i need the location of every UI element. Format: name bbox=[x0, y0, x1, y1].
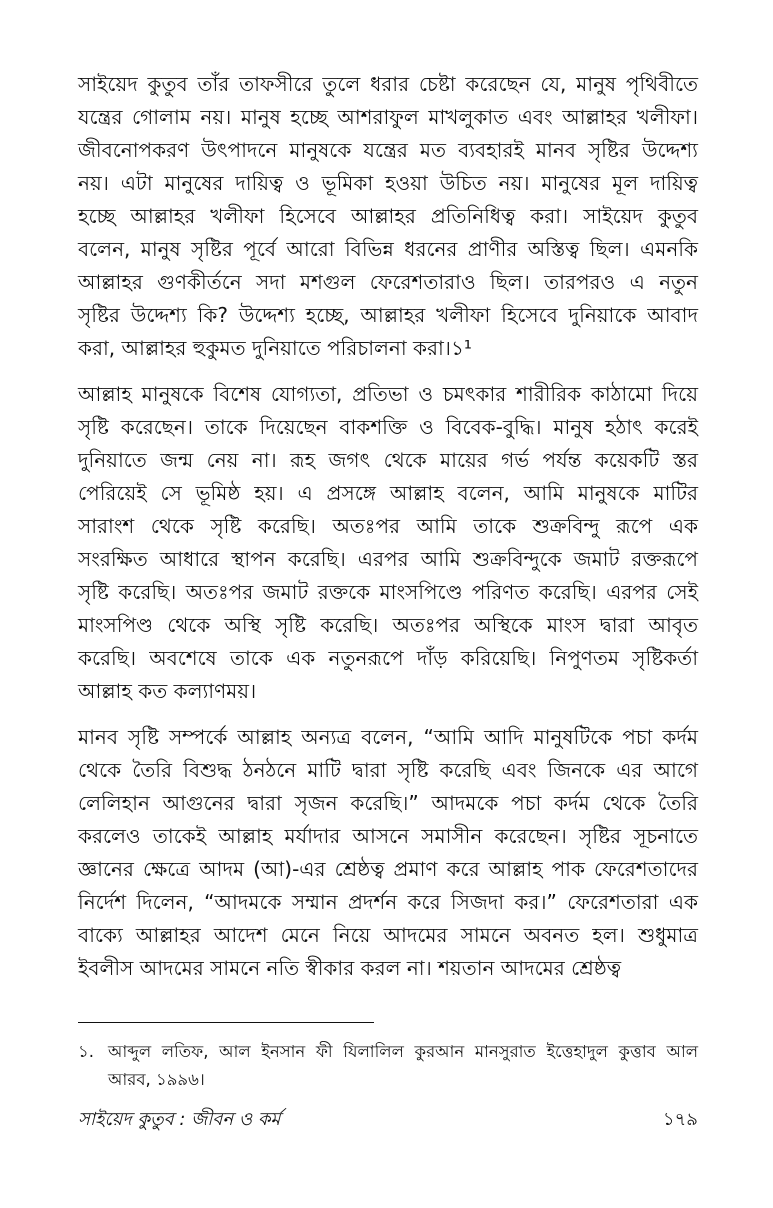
text-line: করেছি। অবশেষে তাকে এক নতুনরূপে দাঁড় করিয়েছি। নিপুণতম সৃষ্টিকর্তা bbox=[78, 646, 698, 670]
text-line: আল্লাহ কত কল্যাণময়। bbox=[78, 679, 257, 703]
text-line: লেলিহান আগুনের দ্বারা সৃজন করেছি।” আদমকে পচা কর্দম থেকে তৈরি bbox=[78, 791, 698, 815]
text-line: ইবলীস আদমের সামনে নতি স্বীকার করল না। শয়তান আদমের শ্রেষ্ঠত্ব bbox=[78, 956, 622, 980]
text-line: সৃষ্টি করেছেন। তাকে দিয়েছেন বাকশক্তি ও বিবেক-বুদ্ধি। মানুষ হঠাৎ করেই bbox=[78, 415, 698, 439]
text-line: করলেও তাকেই আল্লাহ মর্যাদার আসনে সমাসীন করেছেন। সৃষ্টির সূচনাতে bbox=[78, 824, 698, 848]
text-line: আল্লাহ মানুষকে বিশেষ যোগ্যতা, প্রতিভা ও চমৎকার শারীরিক কাঠামো দিয়ে bbox=[78, 382, 698, 406]
text-line: বাক্যে আল্লাহর আদেশ মেনে নিয়ে আদমের সামনে অবনত হল। শুধুমাত্র bbox=[78, 923, 698, 947]
footnote bbox=[78, 1038, 698, 1094]
page-footer bbox=[78, 1106, 698, 1134]
paragraph bbox=[78, 378, 698, 708]
footnote-number: ১. bbox=[78, 1042, 94, 1061]
page-number: ১৭৯ bbox=[662, 1109, 698, 1130]
footnote-line: আব্দুল লতিফ, আল ইনসান ফী যিলালিল কুরআন মানসুরাত ইত্তেহাদুল কুত্তাব আল bbox=[108, 1042, 698, 1061]
text-line: সারাংশ থেকে সৃষ্টি করেছি। অতঃপর আমি তাকে শুক্রবিন্দু রূপে এক bbox=[78, 514, 698, 538]
footnote-line: আরব, ১৯৯৬। bbox=[108, 1070, 205, 1089]
text-line: সাইয়েদ কুতুব তাঁর তাফসীরে তুলে ধরার চেষ্টা করেছেন যে, মানুষ পৃথিবীতে bbox=[78, 72, 698, 96]
text-line: মানব সৃষ্টি সম্পর্কে আল্লাহ অন্যত্র বলেন, “আমি আদি মানুষটিকে পচা কর্দম bbox=[78, 725, 698, 749]
paragraph bbox=[78, 721, 698, 985]
text-line: করা, আল্লাহর হুকুমত দুনিয়াতে পরিচালনা করা।১¹ bbox=[78, 336, 472, 360]
text-line: নয়। এটা মানুষের দায়িত্ব ও ভূমিকা হওয়া উচিত নয়। মানুষের মূল দায়িত্ব bbox=[78, 171, 698, 195]
text-line: জ্ঞানের ক্ষেত্রে আদম (আ)-এর শ্রেষ্ঠত্ব প্রমাণ করে আল্লাহ পাক ফেরেশতাদের bbox=[78, 857, 698, 881]
text-line: বলেন, মানুষ সৃষ্টির পূর্বে আরো বিভিন্ন ধরনের প্রাণীর অস্তিত্ব ছিল। এমনকি bbox=[78, 237, 698, 261]
text-line: আল্লাহর গুণকীর্তনে সদা মশগুল ফেরেশতারাও ছিল। তারপরও এ নতুন bbox=[78, 270, 698, 294]
text-line: নির্দেশ দিলেন, “আদমকে সম্মান প্রদর্শন করে সিজদা কর।” ফেরেশতারা এক bbox=[78, 890, 698, 914]
paragraph bbox=[78, 68, 698, 365]
footnote-divider bbox=[78, 1022, 374, 1023]
text-line: সংরক্ষিত আধারে স্থাপন করেছি। এরপর আমি শুক্রবিন্দুকে জমাট রক্তরূপে bbox=[78, 547, 698, 571]
footnote-text bbox=[108, 1038, 698, 1094]
book-title: সাইয়েদ কুতুব : জীবন ও কর্ম bbox=[78, 1109, 281, 1130]
text-line: মাংসপিণ্ড থেকে অস্থি সৃষ্টি করেছি। অতঃপর অস্থিকে মাংস দ্বারা আবৃত bbox=[78, 613, 698, 637]
text-line: সৃষ্টি করেছি। অতঃপর জমাট রক্তকে মাংসপিণ্ডে পরিণত করেছি। এরপর সেই bbox=[78, 580, 698, 604]
text-line: হচ্ছে আল্লাহর খলীফা হিসেবে আল্লাহর প্রতিনিধিত্ব করা। সাইয়েদ কুতুব bbox=[78, 204, 698, 228]
text-line: পেরিয়েই সে ভূমিষ্ঠ হয়। এ প্রসঙ্গে আল্লাহ বলেন, আমি মানুষকে মাটির bbox=[78, 481, 698, 505]
text-line: থেকে তৈরি বিশুদ্ধ ঠনঠনে মাটি দ্বারা সৃষ্টি করেছি এবং জিনকে এর আগে bbox=[78, 758, 698, 782]
text-line: যন্ত্রের গোলাম নয়। মানুষ হচ্ছে আশরাফুল মাখলুকাত এবং আল্লাহর খলীফা। bbox=[78, 105, 698, 129]
text-line: দুনিয়াতে জন্ম নেয় না। রূহ জগৎ থেকে মায়ের গর্ভ পর্যন্ত কয়েকটি স্তর bbox=[78, 448, 698, 472]
text-line: সৃষ্টির উদ্দেশ্য কি? উদ্দেশ্য হচ্ছে, আল্লাহর খলীফা হিসেবে দুনিয়াকে আবাদ bbox=[78, 303, 698, 327]
body-text bbox=[78, 68, 698, 998]
text-line: জীবনোপকরণ উৎপাদনে মানুষকে যন্ত্রের মত ব্যবহারই মানব সৃষ্টির উদ্দেশ্য bbox=[78, 138, 698, 162]
